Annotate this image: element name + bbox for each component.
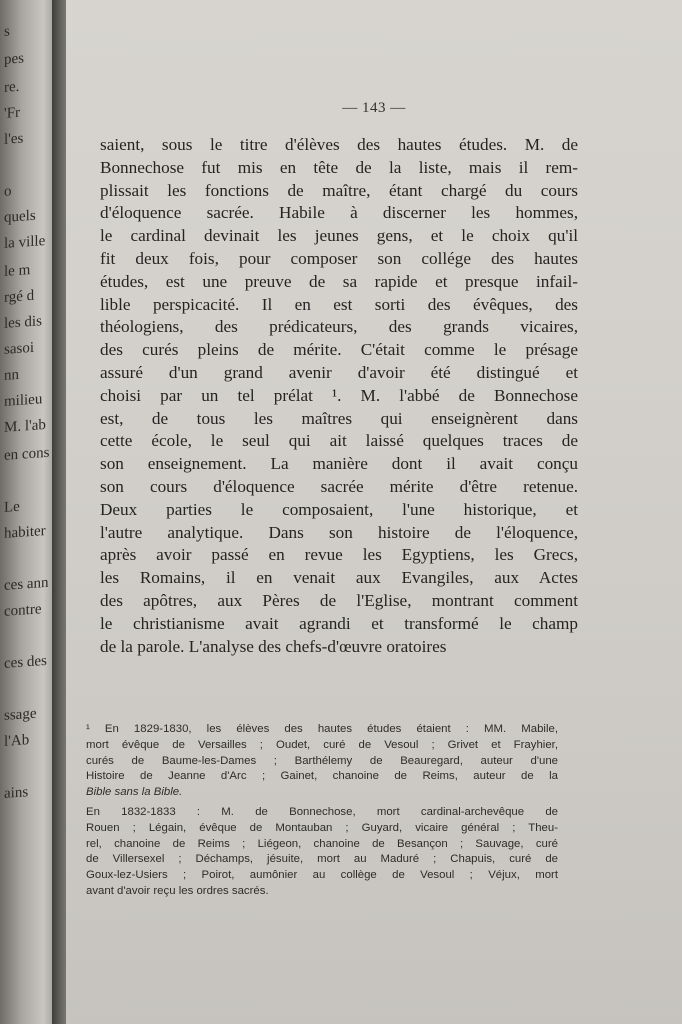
left-page-fragment: ces ann — [4, 574, 49, 594]
footnote-line: En 1832-1833 : M. de Bonnechose, mort cardinal-archevêque de — [86, 805, 558, 818]
text-line: théologiens, des prédicateurs, des grands vicaires, — [100, 317, 578, 337]
left-page-fragment: s — [4, 23, 10, 40]
left-page-fragment: 'Fr — [4, 104, 21, 122]
text-line: cette école, le seul qui ait laissé quelques traces de — [100, 431, 578, 451]
left-page-fragment: pes — [4, 50, 24, 68]
text-line: le cardinal devinait les jeunes gens, et le choix qu'il — [100, 226, 578, 246]
text-line: fit deux fois, pour composer son collége des hautes — [100, 248, 578, 268]
left-page-fragment: sasoi — [4, 339, 34, 358]
footnote-line: Histoire de Jeanne d'Arc ; Gainet, chanoine de Reims, auteur de la — [86, 770, 558, 783]
text-line: choisi par un tel prélat ¹. M. l'abbé de Bonnechose — [100, 385, 578, 405]
left-page-fragment: les dis — [4, 313, 42, 332]
footnote-line: ¹ En 1829-1830, les élèves des hautes études étaient : MM. Mabile, — [86, 723, 558, 735]
text-line: Bonnechose fut mis en tête de la liste, mais il rem- — [100, 157, 578, 177]
left-page-fragment: Le — [4, 498, 20, 516]
text-line: son cours d'éloquence sacrée mérite d'être retenue. — [100, 476, 578, 496]
left-page-fragment: l'es — [4, 130, 24, 148]
text-line: plissait les fonctions de maître, étant chargé du cours — [100, 180, 578, 200]
left-page-fragment: M. l'ab — [4, 416, 46, 436]
text-line: lible perspicacité. Il en est sorti des évêques, des — [100, 294, 578, 314]
footnote-line: avant d'avoir reçu les ordres sacrés. — [86, 884, 269, 897]
text-line: assuré d'un grand avenir d'avoir été distingué et — [100, 362, 578, 382]
text-line: le christianisme avait agrandi et transformé le champ — [100, 613, 578, 633]
body-text — [100, 134, 578, 658]
text-line: des curés pleins de mérite. C'était comme le présage — [100, 340, 578, 360]
text-line: de la parole. L'analyse des chefs-d'œuvre oratoires — [100, 636, 447, 656]
left-page-fragment: en cons — [4, 444, 50, 464]
text-line: d'éloquence sacrée. Habile à discerner les hommes, — [100, 203, 578, 223]
footnote-line: de Villersexel ; Déchamps, jésuite, mort au Maduré ; Chapuis, curé de — [86, 853, 558, 866]
page-number: — 143 — — [342, 100, 406, 116]
left-page-fragment: habiter — [4, 522, 46, 542]
left-page-fragment: nn — [4, 366, 19, 384]
left-page-fragment: ces des — [4, 652, 47, 672]
left-page-fragment: ains — [4, 784, 29, 802]
text-line: études, est une preuve de sa rapide et presque infail- — [100, 271, 578, 291]
footnote-line: rel, chanoine de Reims ; Liégeon, chanoine de Besançon ; Sauvage, curé — [86, 837, 558, 850]
left-page-fragment: ssage — [4, 705, 37, 724]
text-line: les Romains, il en venait aux Evangiles, aux Actes — [100, 568, 578, 588]
footnote-line: curés de Baume-les-Dames ; Barthélemy de Beauregard, auteur d'une — [86, 754, 558, 767]
text-line: des apôtres, aux Pères de l'Eglise, montrant comment — [100, 590, 578, 610]
text-line: saient, sous le titre d'élèves des hautes études. M. de — [100, 135, 578, 154]
footnote-line: mort évêque de Versailles ; Oudet, curé de Vesoul ; Grivet et Frayhier, — [86, 738, 558, 751]
text-line: l'autre analytique. Dans son histoire de l'éloquence, — [100, 522, 578, 542]
left-page-fragment: contre — [4, 601, 42, 620]
footnotes — [86, 722, 558, 900]
text-line: après avoir passé en revue les Egyptiens, les Grecs, — [100, 545, 578, 565]
footnote-line: Goux-lez-Usiers ; Poirot, aumônier au collège de Vesoul ; Véjux, mort — [86, 869, 558, 882]
footnote-line: Bible sans la Bible. — [86, 786, 183, 799]
left-page-fragment: quels — [4, 207, 36, 226]
left-page-fragment: re. — [4, 78, 20, 96]
text-line: est, de tous les maîtres qui enseignèrent dans — [100, 408, 578, 428]
left-page-fragment: le m — [4, 262, 31, 280]
left-page-fragment: milieu — [4, 391, 43, 410]
left-page-fragment: la ville — [4, 233, 46, 252]
text-line: Deux parties le composaient, l'une historique, et — [100, 499, 578, 519]
book-page — [66, 0, 682, 1024]
left-page-fragment: rgé d — [4, 287, 35, 306]
footnote-line: Rouen ; Légain, évêque de Montauban ; Guyard, vicaire général ; Theu- — [86, 821, 558, 834]
left-page-fragment: l'Ab — [4, 732, 30, 750]
left-page-fragment: o — [4, 183, 12, 200]
text-line: son enseignement. La manière dont il avait conçu — [100, 454, 578, 474]
